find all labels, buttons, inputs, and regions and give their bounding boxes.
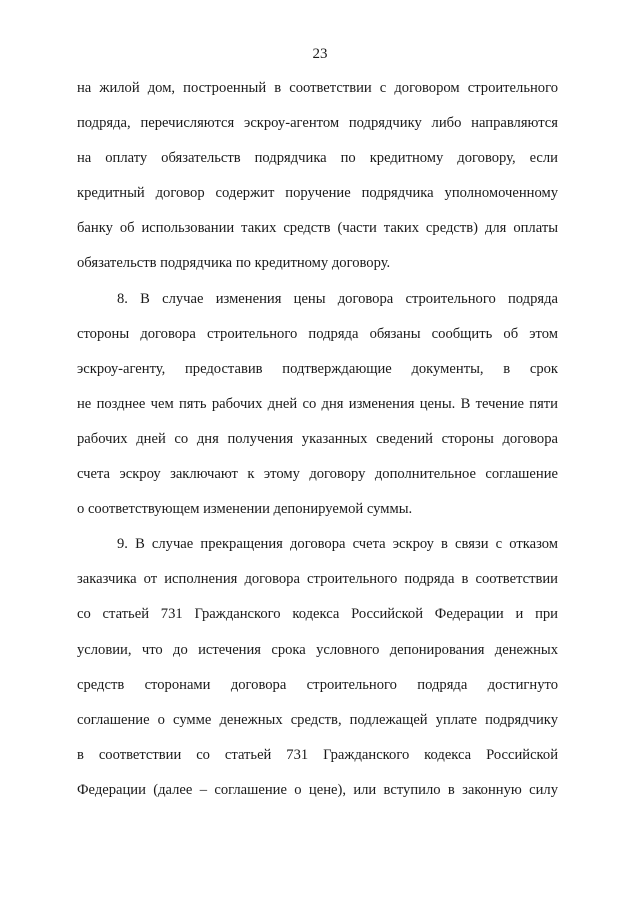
body-text [77, 77, 558, 814]
text-line: о соответствующем изменении депонируемой суммы. [77, 501, 413, 518]
text-line: подряда, перечисляются эскроу-агентом подрядчику либо направляются [77, 115, 558, 132]
text-line: рабочих дней со дня получения указанных сведений стороны договора [77, 430, 558, 447]
text-line: банку об использовании таких средств (части таких средств) для оплаты [77, 220, 558, 237]
paragraph [77, 77, 558, 288]
paragraph [77, 288, 558, 534]
text-line: со статьей 731 Гражданского кодекса Российской Федерации и при [77, 606, 558, 623]
text-line: соглашение о сумме денежных средств, подлежащей уплате подрядчику [77, 711, 558, 728]
text-line: 9. В случае прекращения договора счета эскроу в связи с отказом [117, 536, 558, 553]
text-line: счета эскроу заключают к этому договору дополнительное соглашение [77, 466, 558, 483]
text-line: средств сторонами договора строительного подряда достигнуто [77, 676, 558, 693]
text-line: на оплату обязательств подрядчика по кредитному договору, если [77, 150, 558, 167]
text-line: Федерации (далее – соглашение о цене), или вступило в законную силу [77, 781, 558, 798]
text-line: кредитный договор содержит поручение подрядчика уполномоченному [77, 185, 558, 202]
page-number: 23 [312, 46, 328, 62]
text-line: обязательств подрядчика по кредитному договору. [77, 255, 391, 272]
text-line: 8. В случае изменения цены договора строительного подряда [117, 290, 558, 307]
text-line: в соответствии со статьей 731 Гражданского кодекса Российской [77, 746, 558, 763]
text-line: не позднее чем пять рабочих дней со дня изменения цены. В течение пяти [77, 395, 558, 412]
text-line: на жилой дом, построенный в соответствии с договором строительного [77, 80, 558, 96]
text-line: эскроу-агенту, предоставив подтверждающие документы, в срок [77, 360, 558, 377]
text-line: условии, что до истечения срока условного депонирования денежных [77, 641, 558, 658]
text-line: заказчика от исполнения договора строительного подряда в соответствии [77, 571, 558, 588]
text-line: стороны договора строительного подряда обязаны сообщить об этом [77, 325, 558, 342]
paragraph [77, 533, 558, 814]
